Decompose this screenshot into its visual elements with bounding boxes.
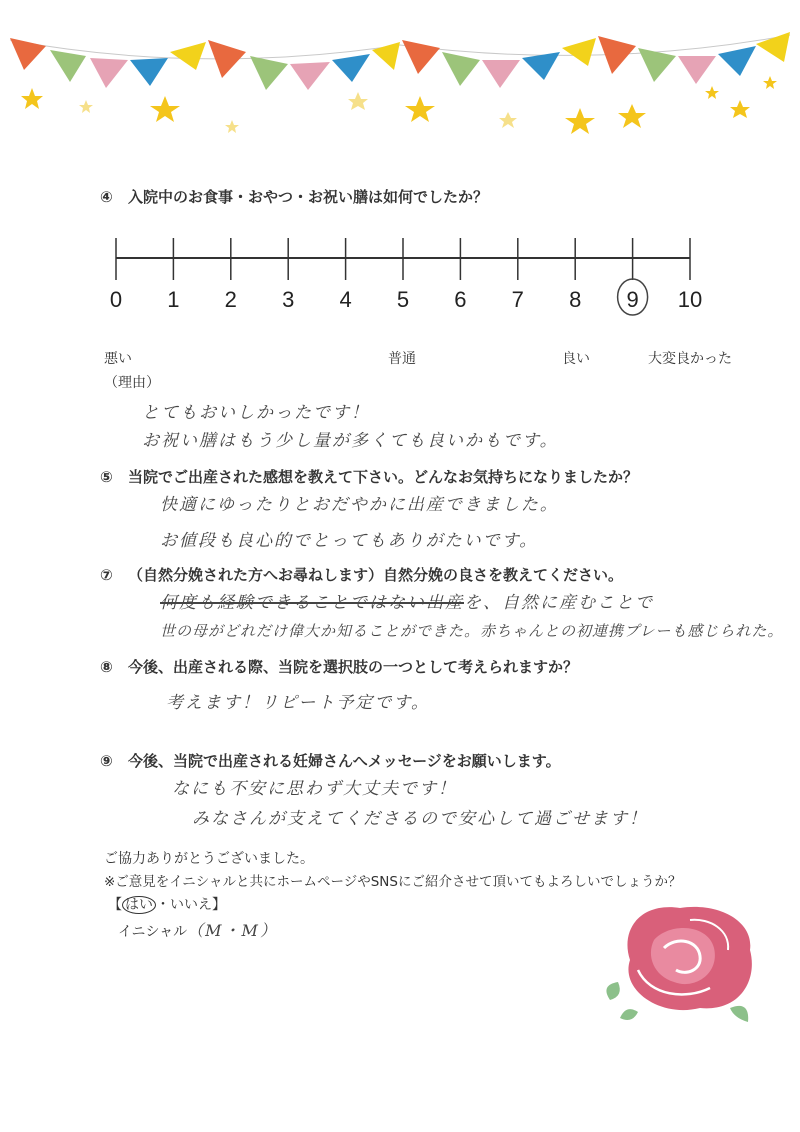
question-text: 入院中のお食事・おやつ・お祝い膳は如何でしたか？ (128, 188, 489, 206)
question-8 (100, 656, 578, 677)
question-5 (100, 466, 638, 487)
question-text: 今後、出産される際、当院を選択肢の一つとして考えられますか？ (128, 658, 579, 676)
consent-options: 【 はい ・いいえ】 (108, 897, 226, 913)
question-9 (100, 750, 561, 771)
scale-tick-label: 6 (454, 287, 467, 312)
scale-tick-label: 2 (224, 287, 237, 312)
question-number: ⑤ (100, 468, 113, 486)
answer-text: を、自然に産むことで (464, 593, 654, 613)
bunting-decoration (0, 0, 800, 140)
handwritten-answer-line: なにも不安に思わず大丈夫です！ (172, 779, 457, 799)
scale-tick-label: 3 (282, 287, 295, 312)
question-text: 今後、当院で出産される妊婦さんへメッセージをお願いします。 (128, 752, 561, 770)
thanks-text: ご協力ありがとうございました。 (104, 851, 314, 867)
handwritten-answer-line: 快適にゆったりとおだやかに出産できました。 (160, 495, 559, 515)
initial-value: （M・M） (187, 921, 278, 940)
reason-label: （理由） (104, 375, 160, 391)
question-text: （自然分娩された方へお尋ねします）自然分娩の良さを教えてください。 (128, 566, 624, 584)
star-icons (21, 76, 777, 134)
scale-label-good: 良い (562, 351, 590, 367)
scale-label-very-good: 大変良かった (648, 351, 732, 367)
question-7 (100, 564, 623, 585)
handwritten-answer-line: みなさんが支えてくださるので安心して過ごせます！ (192, 809, 648, 829)
handwritten-answer-line: 世の母がどれだけ偉大か知ることができた。赤ちゃんとの初連携プレーも感じられた。 (160, 622, 784, 640)
handwritten-answer-line: 考えます！リピート予定です。 (166, 693, 430, 713)
question-4 (100, 186, 488, 207)
scale-tick-label: 7 (511, 287, 524, 312)
initial-label: イニシャル (118, 924, 188, 940)
question-number: ⑦ (100, 566, 113, 584)
handwritten-answer-line: とてもおいしかったです！ (142, 403, 370, 423)
handwritten-answer-line (160, 588, 654, 613)
struck-through-text: 何度も経験できることではない出産 (160, 593, 464, 613)
scale-tick-label: 1 (167, 287, 180, 312)
scale-tick-label: 9 (626, 287, 639, 312)
scale-label-normal: 普通 (388, 351, 416, 367)
question-number: ⑨ (100, 752, 113, 770)
initial-row (118, 918, 278, 941)
question-text: 当院でご出産された感想を教えて下さい。どんなお気持ちになりましたか？ (128, 468, 639, 486)
question-number: ⑧ (100, 658, 113, 676)
scale-tick-label: 5 (396, 287, 410, 312)
handwritten-answer-line: お祝い膳はもう少し量が多くても良いかもです。 (142, 431, 559, 451)
rating-scale (100, 220, 720, 320)
scale-tick-label: 4 (339, 287, 352, 312)
scale-label-bad: 悪い (104, 351, 132, 367)
rose-illustration (590, 900, 760, 1040)
consent-no: いいえ (170, 897, 212, 913)
consent-question: ※ご意見をイニシャルと共にホームページやSNSにご紹介させて頂いてもよろしいでしょうか？ (104, 874, 682, 890)
scale-tick-label: 8 (569, 287, 582, 312)
handwritten-answer-line: お値段も良心的でとってもありがたいです。 (160, 531, 539, 551)
consent-yes-circled: はい (122, 896, 156, 914)
scale-tick-label: 10 (677, 287, 703, 312)
question-number: ④ (100, 188, 113, 206)
scale-tick-label: 0 (109, 287, 123, 312)
flag-icons (10, 32, 790, 90)
